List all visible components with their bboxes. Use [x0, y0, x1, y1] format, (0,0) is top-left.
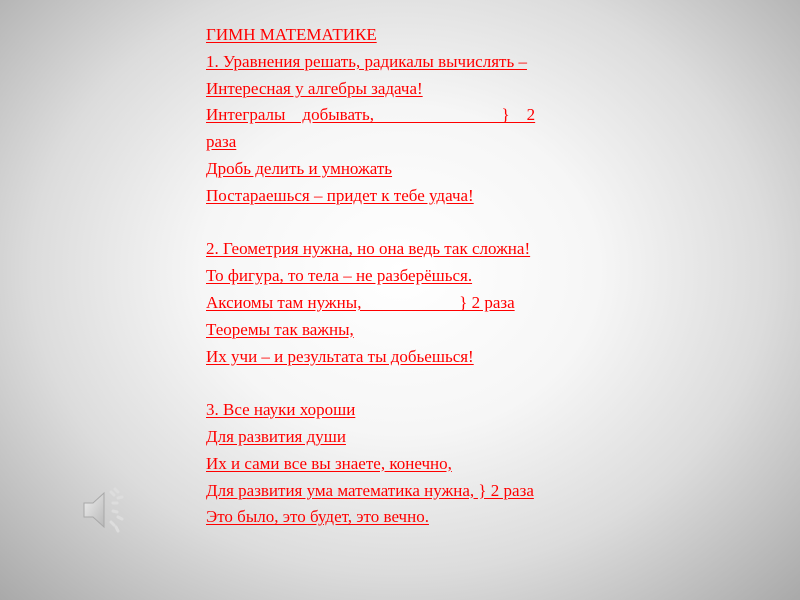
verse-1-line-3: Интегралы добывать, } 2	[206, 105, 536, 125]
verse-1-line-6: Постараешься – придет к тебе удача!	[206, 185, 474, 205]
verse-spacer	[206, 370, 666, 397]
verse-2-line-1: 2. Геометрия нужна, но она ведь так сложна!	[206, 239, 531, 259]
poem-text	[206, 22, 666, 531]
speaker-icon[interactable]	[80, 484, 140, 536]
verse-spacer	[206, 210, 666, 237]
verse-1-line-1: 1. Уравнения решать, радикалы вычислять –	[206, 51, 527, 71]
verse-2-line-3: Аксиомы там нужны, } 2 раза	[206, 292, 515, 312]
verse-3-line-1: 3. Все науки хороши	[206, 400, 356, 420]
verse-1-line-5: Дробь делить и умножать	[206, 158, 393, 178]
speaker-icon-graphic	[80, 484, 140, 536]
verse-2-line-5: Их учи – и результата ты добьешься!	[206, 346, 474, 366]
verse-3-line-4: Для развития ума математика нужна, } 2 раза	[206, 480, 534, 500]
verse-2-line-4: Теоремы так важны,	[206, 319, 354, 339]
verse-1-line-4: раза	[206, 132, 237, 152]
verse-3-line-2: Для развития души	[206, 426, 346, 446]
poem-title: ГИМН МАТЕМАТИКЕ	[206, 25, 377, 44]
verse-3-line-3: Их и сами все вы знаете, конечно,	[206, 453, 452, 473]
verse-2-line-2: То фигура, то тела – не разберёшься.	[206, 266, 473, 286]
verse-3-line-5: Это было, это будет, это вечно.	[206, 507, 429, 527]
verse-1-line-2: Интересная у алгебры задача!	[206, 78, 423, 98]
